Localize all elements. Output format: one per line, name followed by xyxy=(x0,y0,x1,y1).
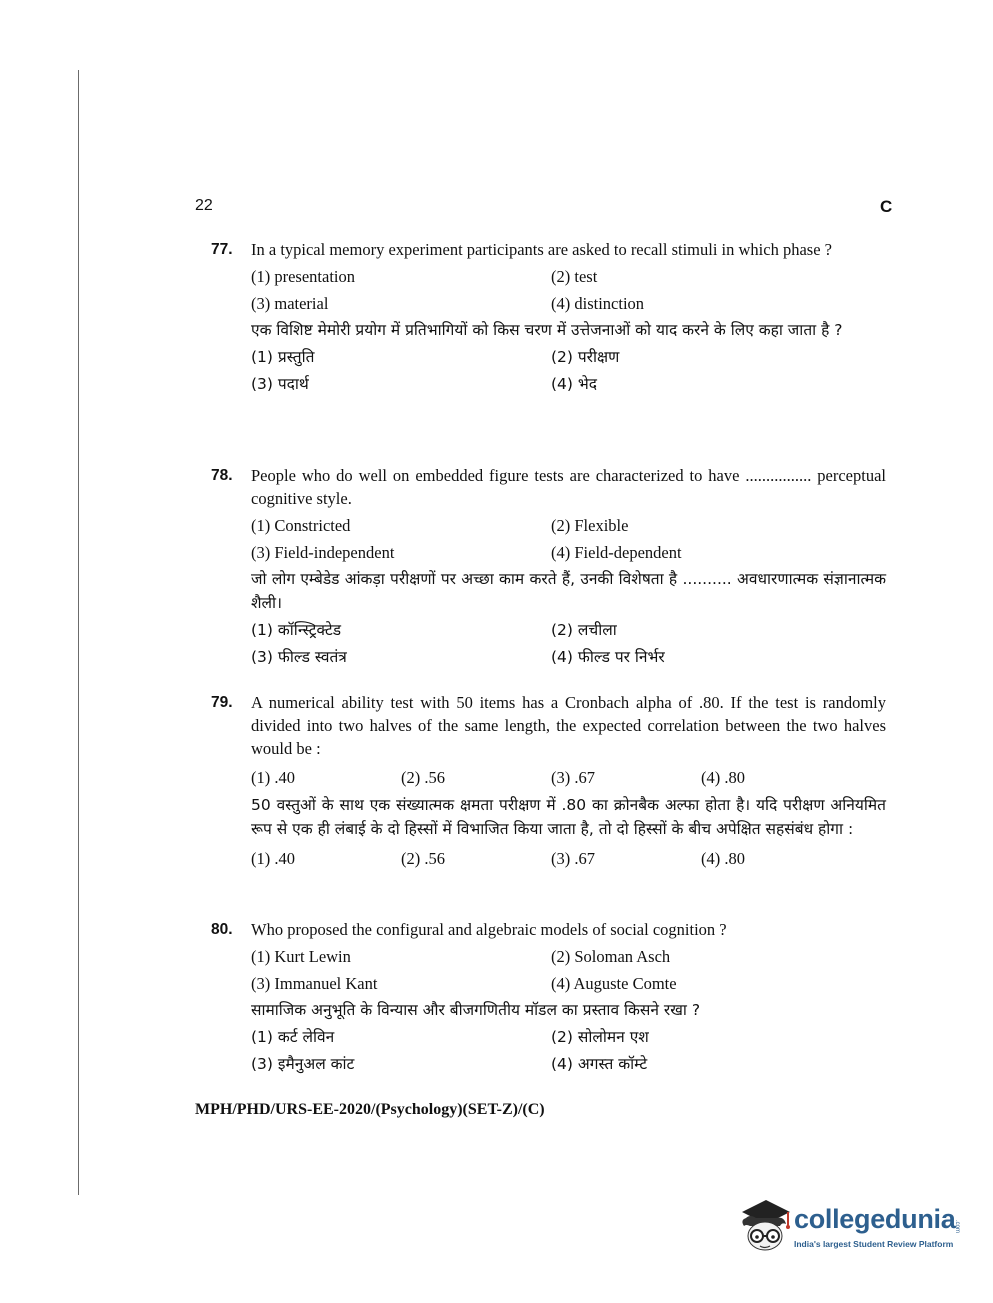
page-number: 22 xyxy=(195,197,213,214)
option-4: (4) .80 xyxy=(701,768,745,787)
option-3: (3) material xyxy=(251,294,329,313)
option-2-hindi: (2) परीक्षण xyxy=(551,348,620,366)
options-english xyxy=(251,265,886,315)
option-1: (1) .40 xyxy=(251,768,295,787)
question-number: 79. xyxy=(211,694,233,711)
option-1-hindi: (1) .40 xyxy=(251,849,295,868)
option-1-hindi: (1) कॉन्स्ट्रिक्टेड xyxy=(251,621,342,639)
option-2-hindi: (2) .56 xyxy=(401,849,445,868)
options-hindi xyxy=(251,1026,886,1076)
margin-rule xyxy=(78,70,79,1195)
option-1: (1) Kurt Lewin xyxy=(251,947,351,966)
option-4-hindi: (4) भेद xyxy=(551,375,598,393)
logo-domain-suffix: .com xyxy=(954,1220,960,1234)
mascot-icon xyxy=(736,1196,792,1256)
option-4-hindi: (4) .80 xyxy=(701,849,745,868)
option-4-hindi: (4) फील्ड पर निर्भर xyxy=(551,648,665,666)
set-code: C xyxy=(880,197,893,216)
option-4: (4) Auguste Comte xyxy=(551,974,677,993)
question-80 xyxy=(211,918,886,1076)
options-english xyxy=(251,766,886,789)
option-3-hindi: (3) इमैनुअल कांट xyxy=(251,1055,355,1073)
option-2: (2) Soloman Asch xyxy=(551,947,671,966)
option-2-hindi: (2) लचीला xyxy=(551,621,617,639)
option-3-hindi: (3) पदार्थ xyxy=(251,375,309,393)
question-stem-hindi: 50 वस्तुओं के साथ एक संख्यात्मक क्षमता परीक्षण में .80 का क्रोनबैक अल्फा होता है। यदि परीक्षण अनियमित रूप से एक ही लंबाई के दो हिस्सों में विभाजित किया जाता है, तो दो हिस्सों के बीच अपेक्षित सहसंबंध होगा : xyxy=(251,796,886,838)
question-stem: In a typical memory experiment participants are asked to recall stimuli in which phase ? xyxy=(251,240,832,259)
question-stem: Who proposed the configural and algebraic models of social cognition ? xyxy=(251,920,727,939)
logo-wordmark: collegedunia xyxy=(794,1204,956,1234)
question-stem: A numerical ability test with 50 items has a Cronbach alpha of .80. If the test is randomly divided into two halves of the same length, the expected correlation between the two halves would be : xyxy=(251,693,886,758)
options-english xyxy=(251,945,886,995)
option-2: (2) test xyxy=(551,267,598,286)
options-english xyxy=(251,514,886,564)
option-1-hindi: (1) प्रस्तुति xyxy=(251,348,315,366)
logo-tagline: India's largest Student Review Platform xyxy=(794,1239,954,1249)
option-3: (3) Immanuel Kant xyxy=(251,974,378,993)
question-77 xyxy=(211,238,886,396)
question-stem-hindi: सामाजिक अनुभूति के विन्यास और बीजगणितीय मॉडल का प्रस्ताव किसने रखा ? xyxy=(251,1001,701,1019)
question-stem-hindi: जो लोग एम्बेडेड आंकड़ा परीक्षणों पर अच्छा काम करते हैं, उनकी विशेषता है .......... अवधारणात्मक संज्ञानात्मक शैली। xyxy=(251,570,886,612)
option-4: (4) distinction xyxy=(551,294,645,313)
options-hindi xyxy=(251,847,886,870)
option-3: (3) Field-independent xyxy=(251,543,395,562)
option-2: (2) .56 xyxy=(401,768,445,787)
exam-code-footer: MPH/PHD/URS-EE-2020/(Psychology)(SET-Z)/(C) xyxy=(195,1101,545,1118)
options-hindi xyxy=(251,346,886,396)
option-1-hindi: (1) कर्ट लेविन xyxy=(251,1028,335,1046)
option-2-hindi: (2) सोलोमन एश xyxy=(551,1028,649,1046)
collegedunia-logo[interactable] xyxy=(736,1196,961,1258)
option-1: (1) presentation xyxy=(251,267,356,286)
question-stem: People who do well on embedded figure tests are characterized to have ................ perceptual cognitive style. xyxy=(251,466,886,508)
option-4: (4) Field-dependent xyxy=(551,543,682,562)
option-3-hindi: (3) .67 xyxy=(551,849,595,868)
question-number: 80. xyxy=(211,921,233,938)
option-2: (2) Flexible xyxy=(551,516,629,535)
options-hindi xyxy=(251,619,886,669)
option-3-hindi: (3) फील्ड स्वतंत्र xyxy=(251,648,347,666)
question-78 xyxy=(211,464,886,669)
question-stem-hindi: एक विशिष्ट मेमोरी प्रयोग में प्रतिभागियों को किस चरण में उत्तेजनाओं को याद करने के लिए कहा जाता है ? xyxy=(251,321,843,339)
question-79 xyxy=(211,691,886,874)
question-number: 78. xyxy=(211,467,233,484)
option-4-hindi: (4) अगस्त कॉम्टे xyxy=(551,1055,648,1073)
option-1: (1) Constricted xyxy=(251,516,351,535)
option-3: (3) .67 xyxy=(551,768,595,787)
question-number: 77. xyxy=(211,241,233,258)
